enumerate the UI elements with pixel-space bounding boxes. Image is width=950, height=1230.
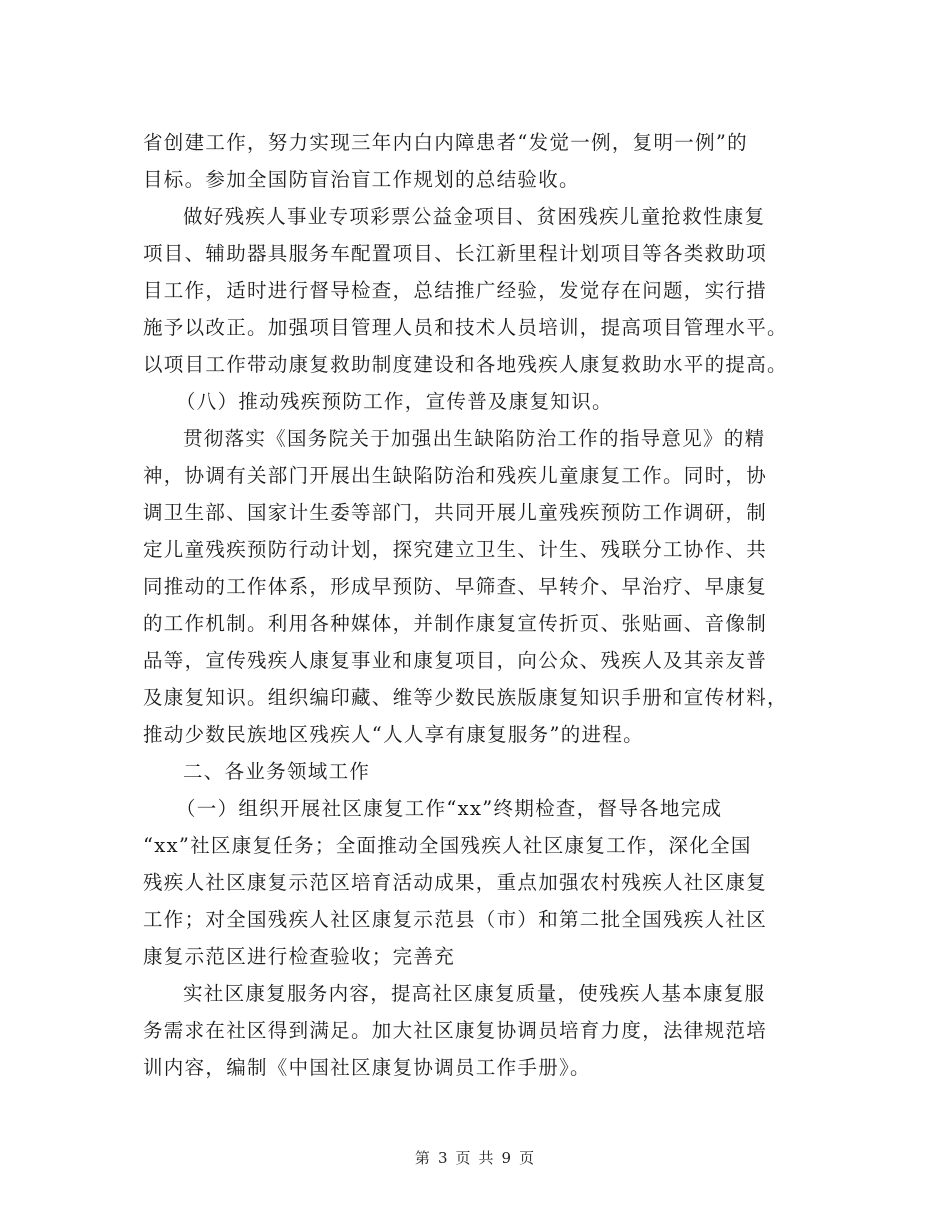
text-line: 同推动的工作体系，形成早预防、早筛查、早转介、早治疗、早康复: [143, 574, 768, 598]
text-line: 调卫生部、国家计生委等部门，共同开展儿童残疾预防工作调研，制: [143, 500, 768, 524]
text-line: 务需求在社区得到满足。加大社区康复协调员培育力度，法律规范培: [143, 1018, 768, 1042]
text-line: 省创建工作，努力实现三年内白内障患者“发觉一例，复明一例”的: [143, 130, 748, 154]
text-line: 工作；对全国残疾人社区康复示范县（市）和第二批全国残疾人社区: [143, 907, 768, 931]
total-prefix: 共: [478, 1149, 495, 1167]
page-prefix: 第: [414, 1149, 431, 1167]
paragraph-first-line: 实社区康复服务内容，提高社区康复质量，使残疾人基本康复服: [183, 981, 766, 1005]
current-page-number: 3: [437, 1149, 449, 1167]
section-heading: （八）推动残疾预防工作，宣传普及康复知识。: [176, 389, 613, 413]
page-word: 页: [455, 1149, 472, 1167]
text-line: 以项目工作带动康复救助制度建设和各地残疾人康复救助水平的提高。: [143, 352, 788, 376]
text-line: 目工作，适时进行督导检查，总结推广经验，发觉存在问题，实行措: [143, 278, 768, 302]
text-line: 的工作机制。利用各种媒体，并制作康复宣传折页、张贴画、音像制: [143, 611, 768, 635]
text-line: “xx”社区康复任务；全面推动全国残疾人社区康复工作，深化全国: [143, 833, 752, 857]
paragraph-first-line: 做好残疾人事业专项彩票公益金项目、贫困残疾儿童抢救性康复: [183, 204, 766, 228]
text-line: 项目、辅助器具服务车配置项目、长江新里程计划项目等各类救助项: [143, 241, 768, 265]
total-pages-number: 9: [501, 1149, 513, 1167]
text-line: 神，协调有关部门开展出生缺陷防治和残疾儿童康复工作。同时，协: [143, 463, 768, 487]
total-page-word: 页: [519, 1149, 536, 1167]
text-line: 训内容，编制《中国社区康复协调员工作手册》。: [143, 1055, 591, 1079]
section-heading: 二、各业务领域工作: [183, 759, 371, 783]
section-heading: （一）组织开展社区康复工作“xx”终期检查，督导各地完成: [176, 796, 723, 820]
page-footer: [0, 1146, 950, 1170]
text-line: 残疾人社区康复示范区培育活动成果，重点加强农村残疾人社区康复: [143, 870, 768, 894]
paragraph-first-line: 贯彻落实《国务院关于加强出生缺陷防治工作的指导意见》的精: [183, 426, 766, 450]
text-line: 施予以改正。加强项目管理人员和技术人员培训，提高项目管理水平。: [143, 315, 788, 339]
text-line: 及康复知识。组织编印藏、维等少数民族版康复知识手册和宣传材料，: [143, 685, 788, 709]
text-line: 康复示范区进行检查验收；完善充: [143, 944, 456, 968]
text-line: 推动少数民族地区残疾人“人人享有康复服务”的进程。: [143, 722, 644, 746]
text-line: 品等，宣传残疾人康复事业和康复项目，向公众、残疾人及其亲友普: [143, 648, 768, 672]
text-line: 定儿童残疾预防行动计划，探究建立卫生、计生、残联分工协作、共: [143, 537, 768, 561]
text-line: 目标。参加全国防盲治盲工作规划的总结验收。: [143, 167, 580, 191]
